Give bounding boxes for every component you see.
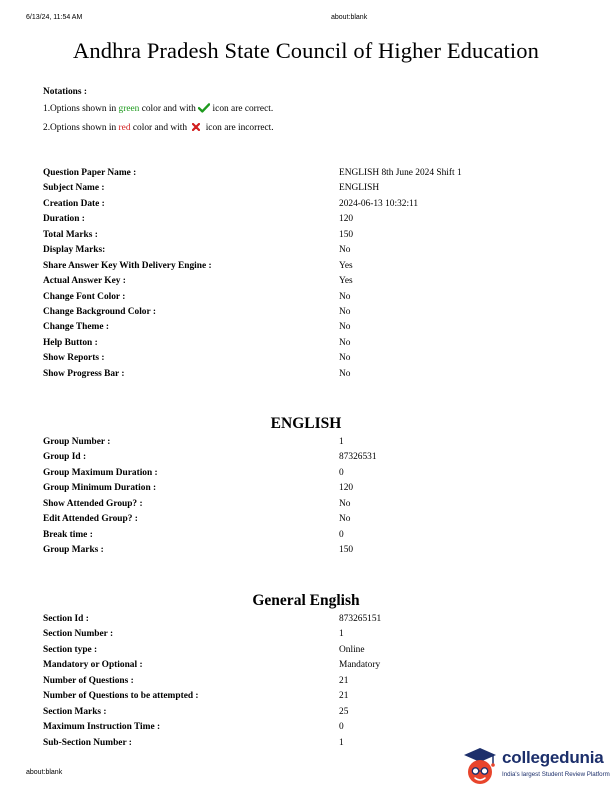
group-heading: ENGLISH — [270, 415, 342, 432]
collegedunia-watermark — [460, 744, 610, 788]
green-word: green — [118, 104, 140, 114]
detail-row: Section Number : 1 — [43, 629, 344, 640]
detail-row: Section Id : 873265151 — [43, 614, 382, 624]
page-title: Andhra Pradesh State Council of Higher Education — [73, 38, 539, 63]
detail-row: Change Theme : No — [43, 322, 351, 333]
detail-row: Section Marks : 25 — [43, 706, 349, 717]
check-icon — [198, 103, 210, 120]
detail-row: Actual Answer Key : Yes — [43, 276, 353, 287]
red-word: red — [118, 123, 131, 133]
group-details — [0, 437, 612, 561]
detail-row: Share Answer Key With Delivery Engine : Yes — [43, 260, 353, 271]
section-heading: General English — [252, 592, 360, 609]
notation-incorrect: 2.Options shown in red color and with icon are incorrect. — [43, 120, 274, 138]
detail-row: Break time : 0 — [43, 529, 344, 540]
notations-heading: Notations : — [43, 87, 88, 97]
cross-icon — [192, 121, 200, 138]
paper-details — [0, 168, 612, 384]
detail-row: Change Font Color : No — [43, 291, 351, 302]
detail-row: Section type : Online — [43, 644, 365, 655]
detail-row: Show Attended Group? : No — [43, 498, 351, 509]
detail-row: Help Button : No — [43, 337, 351, 348]
detail-row: Edit Attended Group? : No — [43, 514, 351, 525]
detail-row: Change Background Color : No — [43, 306, 351, 317]
brand-name: collegedunia — [502, 748, 604, 767]
notations — [43, 84, 274, 138]
detail-row: Group Minimum Duration : 120 — [43, 483, 354, 494]
detail-row: Show Reports : No — [43, 353, 351, 364]
graduate-mascot-icon — [460, 744, 500, 793]
print-url: about:blank — [331, 14, 368, 21]
detail-row: Group Maximum Duration : 0 — [43, 467, 344, 478]
footer-url: about:blank — [26, 769, 63, 776]
detail-row: Sub-Section Number : 1 — [43, 737, 344, 748]
detail-row: Creation Date : 2024-06-13 10:32:11 — [43, 198, 419, 209]
detail-row: Show Progress Bar : No — [43, 368, 351, 379]
notation-correct: 1.Options shown in green color and with icon are correct. — [43, 101, 274, 120]
detail-row: Subject Name : ENGLISH — [43, 183, 380, 194]
brand-tagline: India's largest Student Review Platform — [502, 771, 610, 778]
detail-row: Group Marks : 150 — [43, 545, 354, 556]
print-timestamp: 6/13/24, 11:54 AM — [26, 14, 83, 21]
detail-row: Group Number : 1 — [43, 437, 344, 447]
detail-row: Maximum Instruction Time : 0 — [43, 722, 344, 733]
detail-row: Duration : 120 — [43, 214, 354, 225]
detail-row: Group Id : 87326531 — [43, 452, 377, 463]
detail-row: Number of Questions to be attempted : 21 — [43, 691, 349, 702]
detail-row: Number of Questions : 21 — [43, 675, 349, 686]
detail-row: Mandatory or Optional : Mandatory — [43, 660, 381, 671]
detail-row: Total Marks : 150 — [43, 229, 354, 240]
detail-row: Question Paper Name : ENGLISH 8th June 2024 Shift 1 — [43, 168, 462, 178]
detail-row: Display Marks: No — [43, 245, 351, 256]
section-details — [0, 614, 612, 753]
